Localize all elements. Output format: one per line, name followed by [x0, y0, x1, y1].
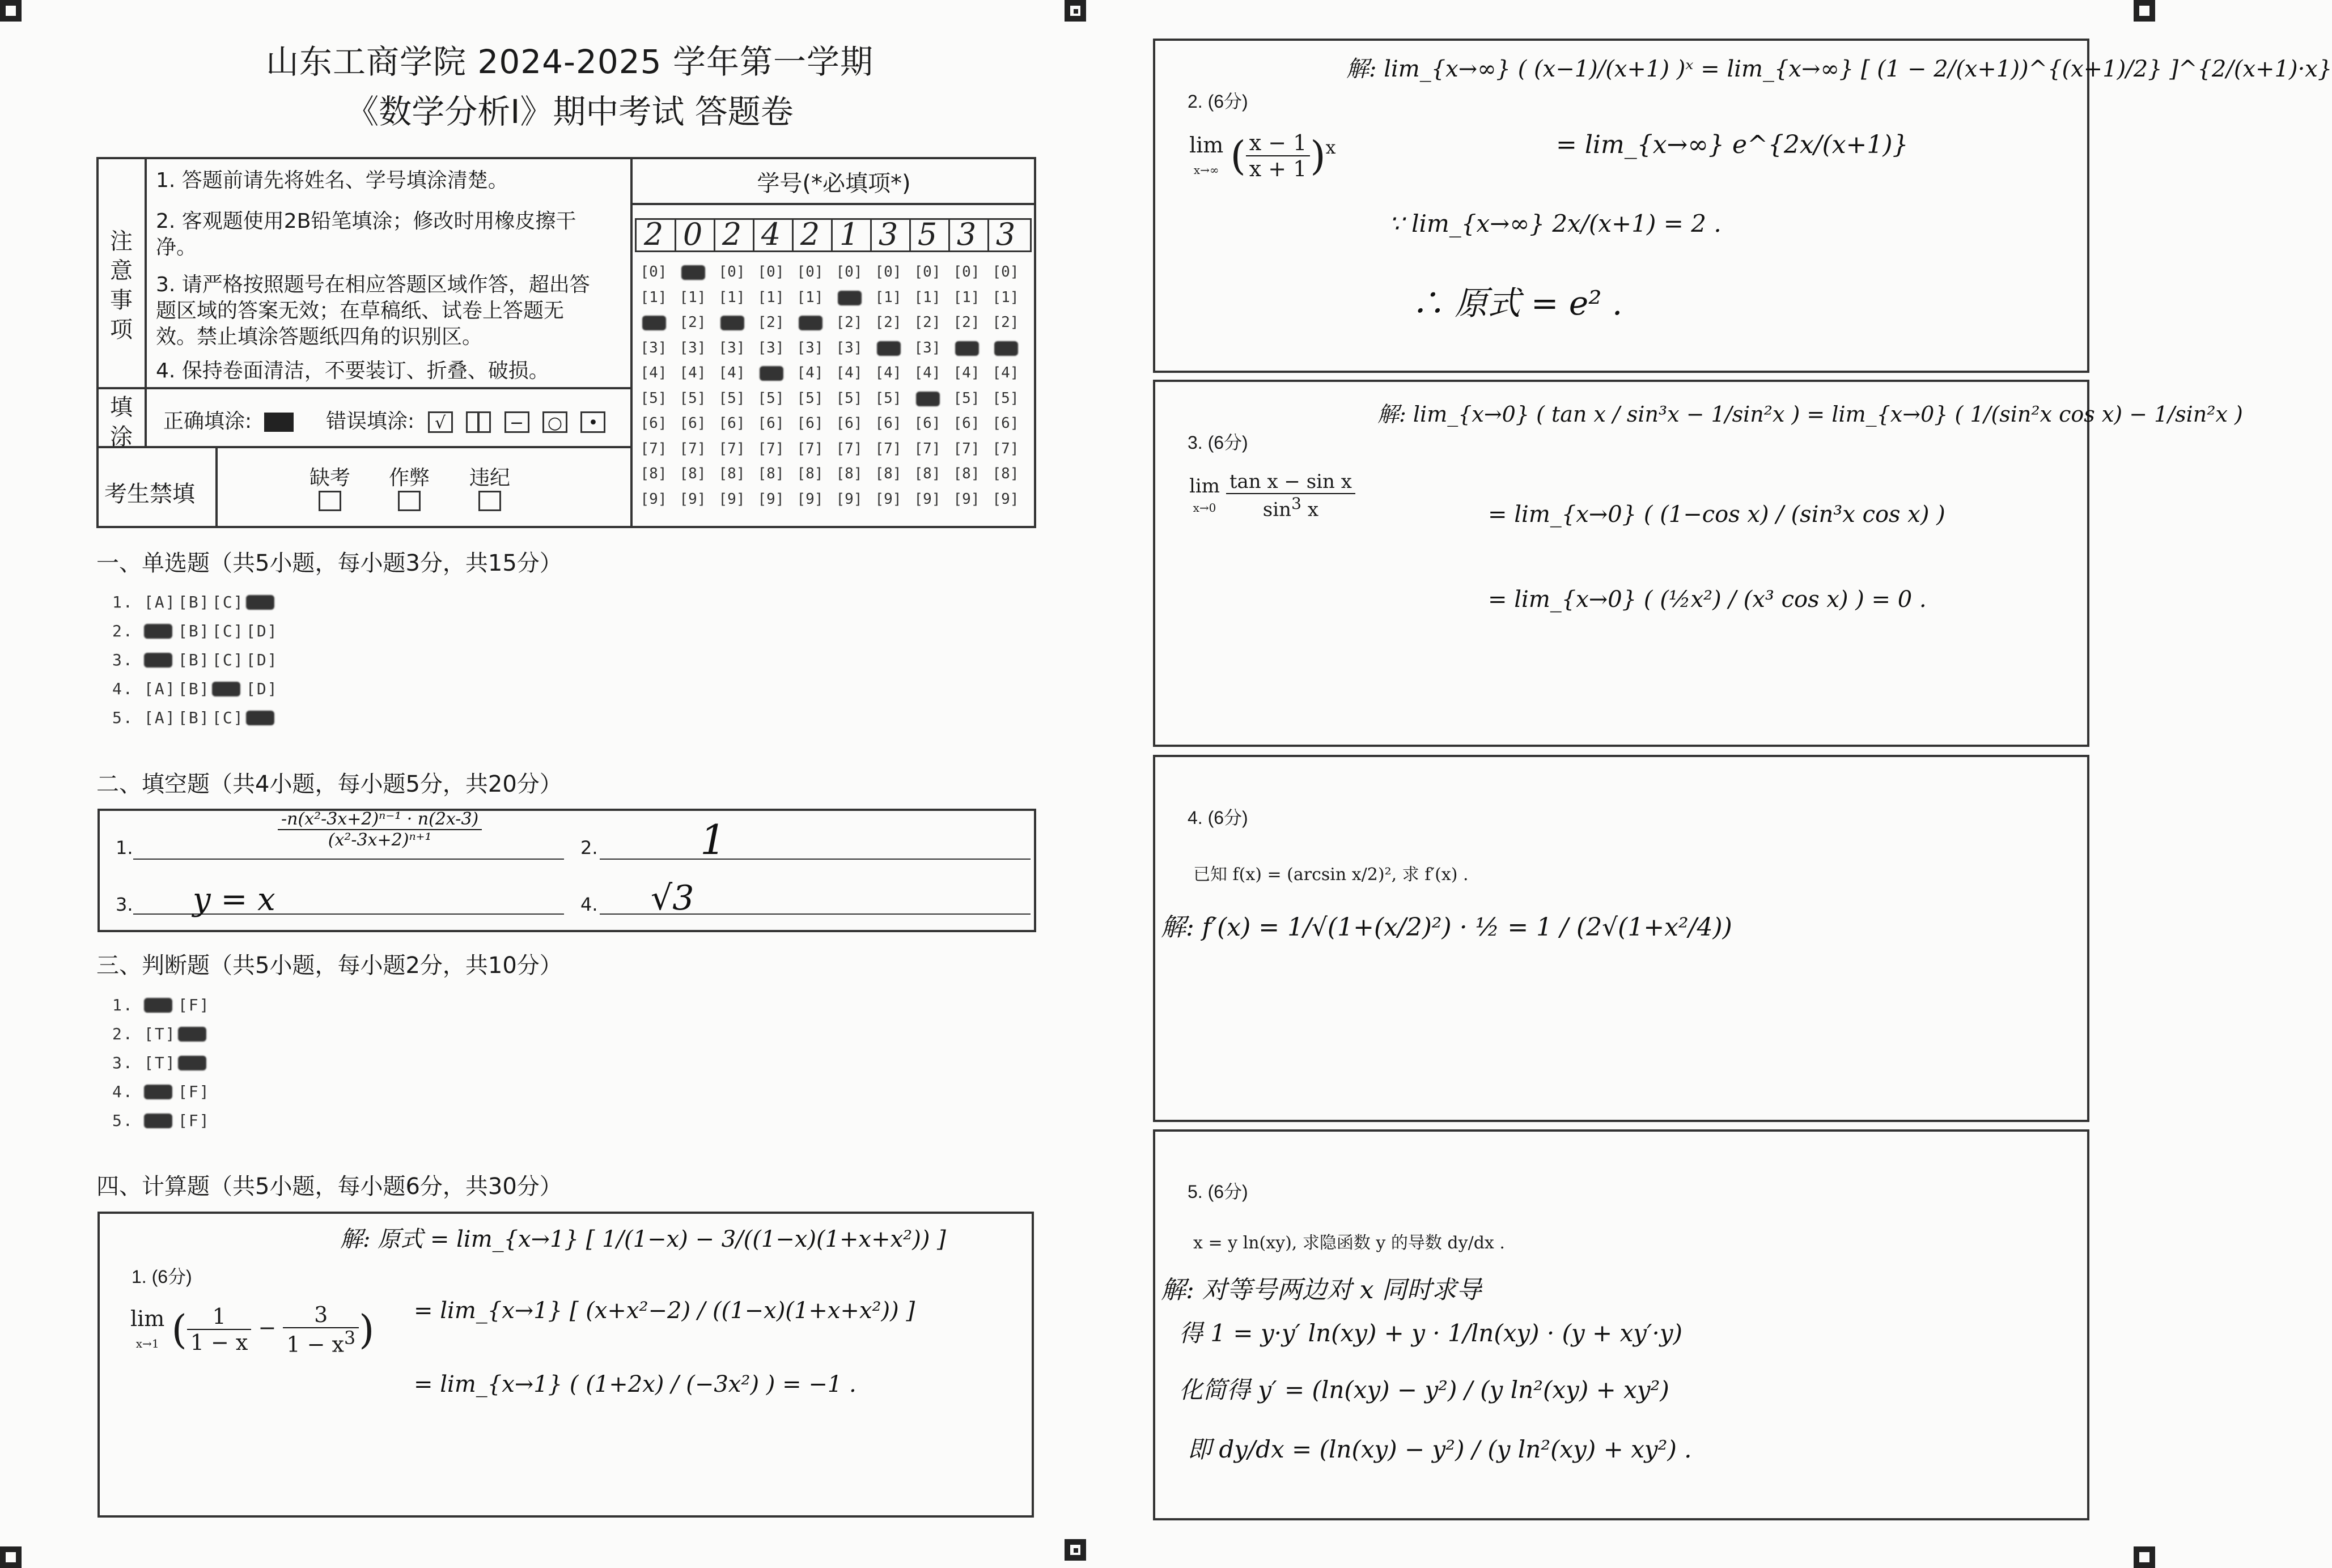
- student-id-bubble[interactable]: [8]: [953, 465, 980, 482]
- registration-marker-top-right: [2134, 0, 2155, 22]
- blank-3-answer: y = x: [193, 881, 275, 918]
- student-id-bubble[interactable]: [8]: [914, 465, 941, 482]
- student-id-label: 学号(*必填项*): [757, 171, 911, 197]
- tf-bubble-f[interactable]: [F]: [178, 1111, 210, 1130]
- calc-q2-label: 2. (6分): [1188, 91, 1248, 112]
- student-id-bubble[interactable]: [1]: [796, 288, 824, 306]
- true-false-row: [112, 1025, 212, 1043]
- student-id-bubble[interactable]: [6]: [679, 415, 706, 432]
- student-id-bubble[interactable]: [7]: [953, 440, 980, 457]
- student-id-bubble[interactable]: [0]: [953, 264, 980, 281]
- student-id-digit-5: 2: [800, 216, 820, 252]
- choice-bubble-d[interactable]: [246, 708, 280, 727]
- student-id-bubble[interactable]: [9]: [796, 490, 824, 508]
- student-id-bubble[interactable]: [7]: [875, 440, 902, 457]
- student-id-bubble[interactable]: [3]: [718, 339, 745, 356]
- student-id-bubble[interactable]: [9]: [836, 490, 863, 508]
- section1-title: 一、单选题（共5小题，每小题3分，共15分）: [96, 550, 562, 576]
- student-id-bubble[interactable]: [8]: [992, 465, 1019, 482]
- choice-bubble-b[interactable]: [B]: [178, 708, 210, 727]
- choice-bubble-b[interactable]: [B]: [178, 679, 210, 698]
- calc-q3-label: 3. (6分): [1188, 432, 1248, 453]
- calc-q3-problem: lim x→0 $\frac{\text{tan x − sin x}}{\sin^3 x}$: [1189, 470, 1355, 521]
- absent-checkbox[interactable]: [319, 491, 341, 511]
- calc-q5-label: 5. (6分): [1188, 1182, 1248, 1202]
- fill-wrong-label: 错误填涂:: [326, 410, 415, 433]
- tf-bubble-f[interactable]: [F]: [178, 1082, 210, 1101]
- student-id-bubble[interactable]: [9]: [992, 490, 1019, 508]
- calc-q3-work-2: = lim_{x→0} ( (1−cos x) / (sin³x cos x) ): [1488, 502, 1945, 528]
- student-id-bubble[interactable]: [1]: [953, 288, 980, 306]
- question-number: 5.: [112, 708, 134, 727]
- fill-example-row: [163, 405, 605, 434]
- notice-item-3: 3. 请严格按照题号在相应答题区域作答，超出答题区域的答案无效；在草稿纸、试卷上答题无效。禁止填涂答题纸四角的识别区。: [156, 273, 590, 349]
- student-id-bubble[interactable]: [872, 337, 904, 359]
- student-id-bubble[interactable]: [911, 387, 943, 410]
- student-id-bubble[interactable]: [9]: [718, 490, 745, 508]
- blank-2-answer: 1: [700, 816, 726, 864]
- student-id-bubble[interactable]: [0]: [640, 264, 667, 281]
- student-id-bubble[interactable]: [7]: [914, 440, 941, 457]
- student-id-bubble[interactable]: [1]: [914, 288, 941, 306]
- student-id-bubble[interactable]: [5]: [718, 389, 745, 407]
- student-id-bubble[interactable]: [6]: [757, 415, 785, 432]
- student-id-bubble[interactable]: [1]: [992, 288, 1019, 306]
- student-id-bubble[interactable]: [794, 311, 826, 334]
- calc-q1-work-2: = lim_{x→1} [ (x+x²−2) / ((1−x)(1+x+x²)) ]: [414, 1298, 915, 1324]
- student-id-bubble[interactable]: [755, 362, 787, 384]
- student-id-bubble[interactable]: [0]: [992, 264, 1019, 281]
- calc-q1-problem: lim x→1 ( $\frac{1}{1 - x}$ − $\frac{3}{1 - x^3}$ ): [130, 1302, 375, 1357]
- choice-bubble-a[interactable]: [A]: [144, 679, 176, 698]
- student-id-bubble[interactable]: [3]: [679, 339, 706, 356]
- choice-bubble-b[interactable]: [B]: [178, 593, 210, 611]
- student-id-bubble[interactable]: [4]: [718, 364, 745, 381]
- student-id-bubble[interactable]: [7]: [679, 440, 706, 457]
- student-id-bubble[interactable]: [2]: [679, 314, 706, 331]
- student-id-bubble[interactable]: [7]: [757, 440, 785, 457]
- correct-fill-swatch: [264, 413, 294, 432]
- student-id-bubble[interactable]: [8]: [640, 465, 667, 482]
- student-id-bubble[interactable]: [4]: [796, 364, 824, 381]
- student-id-digit-9: 3: [956, 216, 977, 252]
- cheat-checkbox[interactable]: [398, 491, 421, 511]
- student-id-bubble[interactable]: [0]: [718, 264, 745, 281]
- registration-marker-bottom-center: [1065, 1539, 1086, 1561]
- section2-title: 二、填空题（共4小题，每小题5分，共20分）: [96, 771, 562, 797]
- student-id-bubble[interactable]: [5]: [992, 389, 1019, 407]
- section3-title: 三、判断题（共5小题，每小题2分，共10分）: [96, 953, 562, 979]
- student-id-bubble[interactable]: [6]: [953, 415, 980, 432]
- student-id-bubble[interactable]: [7]: [718, 440, 745, 457]
- student-id-bubble[interactable]: [2]: [757, 314, 785, 331]
- wrong-fill-check: √: [428, 411, 453, 433]
- tf-bubble-f[interactable]: [F]: [178, 996, 210, 1014]
- student-id-bubble[interactable]: [5]: [953, 389, 980, 407]
- student-id-bubble[interactable]: [3]: [914, 339, 941, 356]
- student-id-bubble[interactable]: [3]: [640, 339, 667, 356]
- student-id-digit-3: 2: [722, 216, 742, 252]
- tf-bubble-t[interactable]: [144, 996, 178, 1014]
- registration-marker-bottom-left: [0, 1546, 22, 1568]
- calc-q2-work-1: 解: lim_{x→∞} ( (x−1)/(x+1) )ˣ = lim_{x→∞} [ (1 − 2/(x+1))^{(x+1)/2} ]^{2/(x+1)·x}: [1346, 56, 2332, 82]
- fill-label: 填涂: [110, 394, 133, 450]
- student-id-bubble[interactable]: [8]: [796, 465, 824, 482]
- student-id-digit-7: 3: [878, 216, 898, 252]
- single-choice-row: [112, 622, 280, 640]
- student-id-bubble[interactable]: [1]: [679, 288, 706, 306]
- student-id-bubble[interactable]: [833, 286, 865, 309]
- notice-item-4: 4. 保持卷面清洁，不要装订、折叠、破损。: [156, 359, 549, 383]
- choice-bubble-d[interactable]: [D]: [246, 651, 278, 669]
- student-id-bubble[interactable]: [3]: [796, 339, 824, 356]
- student-id-bubble[interactable]: [8]: [679, 465, 706, 482]
- exam-status-cheat: 作弊: [387, 462, 432, 516]
- student-id-bubble[interactable]: [6]: [992, 415, 1019, 432]
- student-id-bubble[interactable]: [7]: [836, 440, 863, 457]
- exam-status-label: 考生禁填: [104, 481, 195, 507]
- student-id-bubble[interactable]: [9]: [875, 490, 902, 508]
- true-false-row: [112, 996, 212, 1014]
- fill-correct-label: 正确填涂:: [163, 410, 252, 433]
- student-id-bubble[interactable]: [4]: [992, 364, 1019, 381]
- student-id-bubble[interactable]: [9]: [679, 490, 706, 508]
- student-id-bubble[interactable]: [0]: [836, 264, 863, 281]
- calc-q5-work-2: 得 1 = y·y′ ln(xy) + y · 1/ln(xy) · (y + xy′·y): [1179, 1319, 1683, 1347]
- registration-marker-top-center: [1065, 0, 1086, 22]
- student-id-bubble[interactable]: [3]: [836, 339, 863, 356]
- tf-bubble-f[interactable]: [178, 1053, 212, 1072]
- choice-bubble-a[interactable]: [144, 622, 178, 640]
- student-id-bubble[interactable]: [2]: [914, 314, 941, 331]
- question-number: 5.: [112, 1111, 134, 1130]
- tf-bubble-t[interactable]: [T]: [144, 1053, 176, 1072]
- calc-q3-work-3: = lim_{x→0} ( (½x²) / (x³ cos x) ) = 0 .: [1488, 587, 1927, 613]
- calc-q5-work-4: 即 dy/dx = (ln(xy) − y²) / (y ln²(xy) + xy²) .: [1188, 1435, 1692, 1463]
- notice-label: 注意事项: [110, 228, 133, 343]
- blank-1-answer: -n(x²-3x+2)ⁿ⁻¹ · n(2x-3) (x²-3x+2)ⁿ⁺¹: [278, 809, 482, 850]
- student-id-bubble[interactable]: [7]: [992, 440, 1019, 457]
- choice-bubble-b[interactable]: [B]: [178, 622, 210, 640]
- student-id-bubble[interactable]: [6]: [836, 415, 863, 432]
- choice-bubble-c[interactable]: [C]: [212, 593, 244, 611]
- choice-bubble-a[interactable]: [144, 651, 178, 669]
- student-id-bubble[interactable]: [9]: [640, 490, 667, 508]
- notice-item-1: 1. 答题前请先将姓名、学号填涂清楚。: [156, 169, 508, 192]
- choice-bubble-a[interactable]: [A]: [144, 708, 176, 727]
- calc-q5-problem: x = y ln(xy), 求隐函数 y 的导数 dy/dx .: [1193, 1233, 1505, 1253]
- single-choice-row: [112, 651, 280, 669]
- question-number: 4.: [112, 1082, 134, 1101]
- single-choice-row: [112, 708, 280, 727]
- calc-q1-label: 1. (6分): [132, 1267, 192, 1287]
- calc-q5-work-1: 解: 对等号两边对 x 同时求导: [1161, 1276, 1482, 1304]
- question-number: 2.: [112, 622, 134, 640]
- question-number: 3.: [112, 651, 134, 669]
- question-number: 2.: [112, 1025, 134, 1043]
- student-id-bubble[interactable]: [1]: [875, 288, 902, 306]
- student-id-bubble[interactable]: [1]: [718, 288, 745, 306]
- true-false-row: [112, 1082, 212, 1101]
- violation-checkbox[interactable]: [478, 491, 501, 511]
- student-id-bubble[interactable]: [0]: [796, 264, 824, 281]
- calc-q2-work-2: = lim_{x→∞} e^{2x/(x+1)}: [1556, 130, 1909, 159]
- choice-bubble-c[interactable]: [212, 679, 246, 698]
- question-number: 4.: [112, 679, 134, 698]
- student-id-bubble[interactable]: [2]: [836, 314, 863, 331]
- student-id-bubble[interactable]: [4]: [914, 364, 941, 381]
- wrong-fill-half: [466, 411, 491, 433]
- student-id-bubble[interactable]: [4]: [953, 364, 980, 381]
- student-id-digit-8: 5: [917, 216, 938, 252]
- choice-bubble-d[interactable]: [246, 593, 280, 611]
- student-id-bubble[interactable]: [6]: [796, 415, 824, 432]
- choice-bubble-d[interactable]: [D]: [246, 622, 278, 640]
- student-id-bubble[interactable]: [638, 311, 669, 334]
- choice-bubble-b[interactable]: [B]: [178, 651, 210, 669]
- student-id-bubble[interactable]: [677, 261, 709, 283]
- question-number: 1.: [112, 996, 134, 1014]
- wrong-fill-dot: •: [580, 411, 605, 433]
- calc-q3-work-1: 解: lim_{x→0} ( tan x / sin³x − 1/sin²x ) = lim_{x→0} ( 1/(sin²x cos x) − 1/sin²x ): [1377, 402, 2243, 427]
- student-id-bubble[interactable]: [1]: [757, 288, 785, 306]
- student-id-bubble[interactable]: [951, 337, 982, 359]
- calc-q2-work-3: ∵ lim_{x→∞} 2x/(x+1) = 2 .: [1389, 210, 1722, 237]
- student-id-digit-6: 1: [839, 216, 859, 252]
- student-id-bubble[interactable]: [8]: [836, 465, 863, 482]
- blank-2-num: 2.: [580, 837, 598, 859]
- tf-bubble-f[interactable]: [178, 1025, 212, 1043]
- blank-1-num: 1.: [116, 837, 133, 859]
- student-id-bubble[interactable]: [4]: [875, 364, 902, 381]
- student-id-bubble[interactable]: [2]: [992, 314, 1019, 331]
- student-id-bubble[interactable]: [0]: [875, 264, 902, 281]
- calc-q3-box: [1153, 380, 2089, 747]
- choice-bubble-d[interactable]: [D]: [246, 679, 278, 698]
- student-id-digit-10: 3: [995, 216, 1016, 252]
- question-number: 3.: [112, 1053, 134, 1072]
- blank-4-answer: √3: [651, 878, 694, 918]
- calc-q2-problem: lim x→∞ ( $\frac{x - 1}{x + 1}$ )$^x$: [1189, 130, 1336, 181]
- exam-status-violation: 违纪: [467, 462, 512, 516]
- true-false-row: [112, 1111, 212, 1130]
- student-id-bubble[interactable]: [4]: [640, 364, 667, 381]
- student-id-bubble[interactable]: [8]: [718, 465, 745, 482]
- student-id-bubble[interactable]: [4]: [679, 364, 706, 381]
- calc-q5-work-3: 化简得 y′ = (ln(xy) − y²) / (y ln²(xy) + xy²): [1179, 1376, 1669, 1404]
- single-choice-row: [112, 679, 280, 698]
- section4-title: 四、计算题（共5小题，每小题6分，共30分）: [96, 1174, 562, 1200]
- student-id-bubble[interactable]: [1]: [640, 288, 667, 306]
- calc-q1-work-1: 解: 原式 = lim_{x→1} [ 1/(1−x) − 3/((1−x)(1+x+x²)) ]: [340, 1226, 946, 1252]
- calc-q4-problem: 已知 f(x) = (arcsin x/2)², 求 f′(x) .: [1193, 865, 1469, 885]
- student-id-bubble[interactable]: [8]: [757, 465, 785, 482]
- tf-bubble-t[interactable]: [T]: [144, 1025, 176, 1043]
- question-number: 1.: [112, 593, 134, 611]
- calc-q4-work-1: 解: f′(x) = 1/√(1+(x/2)²) · ½ = 1 / (2√(1+x²/4)): [1161, 913, 1732, 942]
- exam-title-line2: 《数学分析I》期中考试 答题卷: [346, 92, 794, 131]
- student-id-bubble[interactable]: [716, 311, 748, 334]
- student-id-bubble[interactable]: [6]: [640, 415, 667, 432]
- student-id-bubble[interactable]: [6]: [718, 415, 745, 432]
- student-id-bubble[interactable]: [0]: [914, 264, 941, 281]
- student-id-bubble[interactable]: [5]: [757, 389, 785, 407]
- student-id-bubble[interactable]: [6]: [875, 415, 902, 432]
- student-id-bubble[interactable]: [0]: [757, 264, 785, 281]
- student-id-bubble[interactable]: [5]: [640, 389, 667, 407]
- calc-q1-work-3: = lim_{x→1} ( (1+2x) / (−3x²) ) = −1 .: [414, 1371, 857, 1397]
- student-id-bubble[interactable]: [7]: [640, 440, 667, 457]
- student-id-bubble[interactable]: [5]: [836, 389, 863, 407]
- single-choice-row: [112, 593, 280, 611]
- student-id-bubble[interactable]: [4]: [836, 364, 863, 381]
- true-false-row: [112, 1053, 212, 1072]
- wrong-fill-circle: ○: [542, 411, 567, 433]
- tf-bubble-t[interactable]: [144, 1111, 178, 1130]
- student-id-bubble[interactable]: [9]: [953, 490, 980, 508]
- student-id-digit-4: 4: [761, 216, 781, 252]
- blank-4-num: 4.: [580, 894, 598, 915]
- student-id-bubble[interactable]: [3]: [757, 339, 785, 356]
- exam-title-line1: 山东工商学院 2024-2025 学年第一学期: [265, 43, 874, 81]
- student-id-bubble[interactable]: [6]: [914, 415, 941, 432]
- notice-item-2: 2. 客观题使用2B铅笔填涂；修改时用橡皮擦干净。: [156, 210, 576, 259]
- registration-marker-top-left: [0, 0, 22, 22]
- choice-bubble-c[interactable]: [C]: [212, 622, 244, 640]
- choice-bubble-a[interactable]: [A]: [144, 593, 176, 611]
- student-id-bubble[interactable]: [9]: [757, 490, 785, 508]
- student-id-bubble[interactable]: [2]: [875, 314, 902, 331]
- student-id-digit-1: 2: [643, 216, 664, 252]
- tf-bubble-t[interactable]: [144, 1082, 178, 1101]
- student-id-bubble[interactable]: [2]: [953, 314, 980, 331]
- student-id-digit-2: 0: [682, 216, 703, 252]
- registration-marker-bottom-right: [2134, 1546, 2155, 1568]
- calc-q1-box: [97, 1212, 1034, 1518]
- student-id-bubble[interactable]: [5]: [875, 389, 902, 407]
- student-id-bubble[interactable]: [5]: [679, 389, 706, 407]
- calc-q4-label: 4. (6分): [1188, 808, 1248, 828]
- student-id-bubble[interactable]: [5]: [796, 389, 824, 407]
- student-id-bubble[interactable]: [7]: [796, 440, 824, 457]
- student-id-bubble[interactable]: [8]: [875, 465, 902, 482]
- choice-bubble-c[interactable]: [C]: [212, 651, 244, 669]
- exam-status-absent: 缺考: [307, 462, 353, 516]
- blank-3-num: 3.: [116, 894, 133, 915]
- student-id-bubble[interactable]: [9]: [914, 490, 941, 508]
- calc-q2-work-4: ∴ 原式 = e² .: [1411, 284, 1623, 322]
- wrong-fill-dash: −: [504, 411, 529, 433]
- choice-bubble-c[interactable]: [C]: [212, 708, 244, 727]
- student-id-bubble[interactable]: [990, 337, 1021, 359]
